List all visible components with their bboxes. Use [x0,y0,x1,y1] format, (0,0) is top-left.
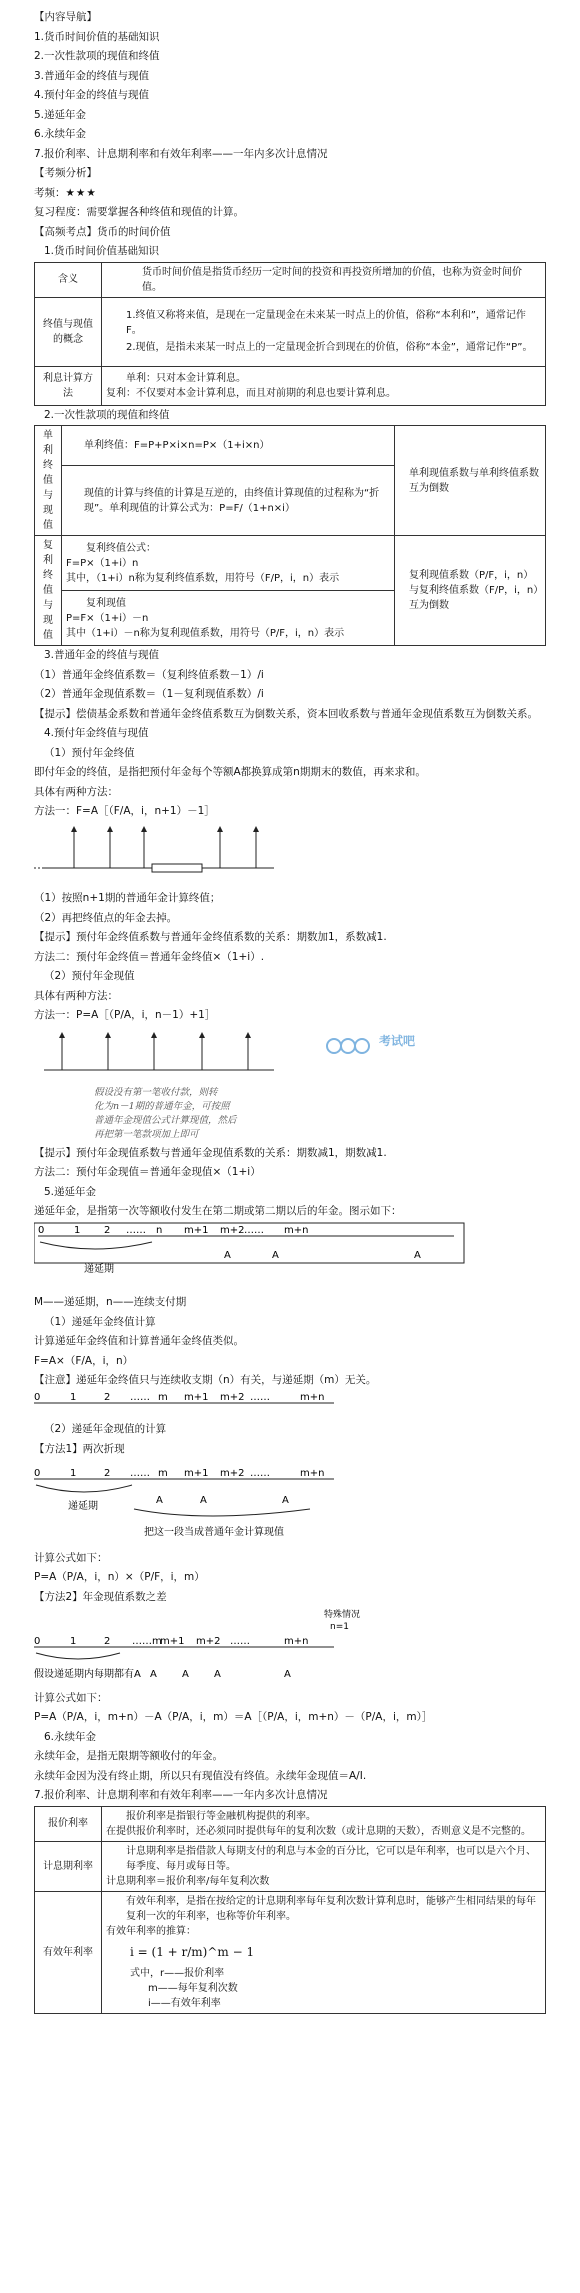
axis-tick-label: …… [130,1468,150,1479]
focus-line [34,223,546,243]
row-head: 含义 [35,262,102,297]
handwritten-line: 普通年金现值公式计算现值，然后 [94,1114,237,1126]
axis-tick-label: …… [126,1224,146,1236]
star-rating: ★★★ [65,186,97,199]
axis-tick-label: …… [250,1391,270,1403]
nav-item: 5.递延年金 [34,108,87,121]
axis-tick-label: 1 [70,1636,77,1647]
section-5-title: 5.递延年金 [44,1185,97,1198]
nav-item: 2.一次性款项的现值和终值 [34,50,160,62]
annuity-a: A [224,1249,231,1261]
nav-list [34,28,546,165]
row-body [102,366,546,405]
deferred-timeline-2 [34,1459,546,1541]
simple-pv-text: 现值的计算与终值的计算是互逆的，由终值计算现值的过程称为“折现”。单利现值的计算公式为：P=F/（1+n×i） [62,466,395,536]
section-1-title: 1.货币时间价值基础知识 [44,245,160,257]
site-watermark: 考试吧 [379,1033,416,1048]
simple-interest: 单利：只对本金计算利息。 [126,372,246,384]
var-i: i——有效年利率 [148,1997,221,2009]
axis-tick-label: …… [244,1224,264,1236]
simple-note: 单利现值系数与单利终值系数互为倒数 [395,426,546,536]
basics-table [34,262,546,406]
axis-tick-label: m+n [284,1224,309,1236]
row-head: 有效年利率 [35,1891,102,2013]
method-1-title: 【方法1】两次折现 [34,1442,125,1455]
simple-fv-formula: 单利终值：F=P+P×i×n=P×（1+i×n） [62,426,395,466]
prepaid-fv-tip: 【提示】预付年金终值系数与普通年金终值系数的关系：期数加1，系数减1. [34,931,387,943]
special-case-n: n=1 [330,1622,349,1632]
review-level: 复习程度：需要掌握各种终值和现值的计算。 [34,206,244,218]
formula-intro-2: 计算公式如下： [34,1691,108,1704]
exam-frequency [34,184,546,204]
compound-fv-label: 复利终值公式： [86,542,156,554]
axis-tick-label: 0 [34,1636,41,1647]
axis-tick-label: m+2 [220,1391,245,1403]
var-m: m——每年复利次数 [148,1982,238,1994]
lump-sum-table [34,425,546,646]
focus-title: 【高频考点】 [34,225,97,238]
section-4-title: 4.预付年金终值与现值 [44,727,149,739]
quoted-rate-note: 在提供报价利率时，还必须同时提供每年的复利次数（或计息期的天数），否则意义是不完整的。 [106,1825,531,1837]
annuity-a: A [150,1669,157,1680]
axis-tick-label: m+1 [160,1636,185,1647]
section-7-title: 7.报价利率、计息期利率和有效年利率——一年内多次计息情况 [34,1789,328,1801]
special-case-label: 特殊情况 [324,1610,361,1620]
deferral-label: 递延期 [84,1263,114,1275]
row-head: 报价利率 [35,1806,102,1841]
nav-item: 1.货币时间价值的基础知识 [34,30,160,43]
compound-pv-factor: 其中（1+i）－n称为复利现值系数，用符号（P/F，i，n）表示 [66,627,345,639]
axis-tick-label: …… [230,1636,250,1647]
axis-tick-label: 1 [70,1391,77,1403]
effective-rate-derivation: 有效年利率的推算： [106,1925,196,1937]
table-row [35,1806,546,1841]
row-head: 复利终值与现值 [35,536,62,646]
axis-tick-label: m [158,1468,168,1479]
deferred-fv-note: 【注意】递延年金终值只与连续收支期（n）有关，与递延期（m）无关。 [34,1374,377,1386]
prepaid-fv-def: 即付年金的终值，是指把预付年金每个等额A都换算成第n期期末的数值，再来求和。 [34,766,426,778]
nav-item: 4.预付年金的终值与现值 [34,89,150,101]
row-head: 计息期利率 [35,1841,102,1891]
effective-rate-formula: i = (1 + r/m)^m − 1 [130,1944,255,1959]
table-row [35,1841,546,1891]
method-2-title: 【方法2】年金现值系数之差 [34,1590,167,1603]
axis-tick-label: n [156,1224,163,1236]
axis-tick-label: 0 [34,1468,41,1479]
axis-tick-label: m+2 [220,1468,245,1479]
two-methods-label: 具体有两种方法： [34,785,118,798]
axis-tick-label: m+1 [184,1391,209,1403]
two-methods-label-2: 具体有两种方法： [34,989,118,1002]
prepaid-fv-timeline [34,822,546,882]
axis-tick-label: m+2 [196,1636,221,1647]
axis-tick-label: 0 [34,1391,41,1403]
annuity-a: A [214,1669,221,1680]
perpetuity-pv: 永续年金因为没有终止期，所以只有现值没有终值。永续年金现值＝A/I. [34,1769,367,1782]
deferred-fv-subtitle: （1）递延年金终值计算 [44,1315,156,1328]
axis-tick-label: m+n [300,1391,325,1403]
compound-fv-cell [62,536,395,591]
step-2: （2）再把终值点的年金去掉。 [34,911,178,924]
axis-tick-label: m+n [300,1468,325,1479]
row-head: 利息计算方法 [35,366,102,405]
freq-label: 考频： [34,186,66,199]
axis-tick-label: ……m [132,1636,162,1647]
deferred-fv-text: 计算递延年金终值和计算普通年金终值类似。 [34,1335,244,1347]
axis-tick-label: 2 [104,1636,111,1647]
var-r: 式中，r——报价利率 [130,1967,225,1979]
prepaid-pv-tip: 【提示】预付年金现值系数与普通年金现值系数的关系：期数减1，期数减1. [34,1146,387,1159]
prepaid-fv-method-2: 方法二：预付年金终值＝普通年金终值×（1+i）. [34,950,265,963]
section-6-title: 6.永续年金 [44,1730,97,1743]
nav-item: 3.普通年金的终值与现值 [34,69,150,82]
handwritten-line: 化为n－1期的普通年金，可按照 [94,1100,230,1112]
section-2-title: 2.一次性款项的现值和终值 [44,408,170,421]
axis-tick-label: 2 [104,1468,111,1479]
quoted-rate-def: 报价利率是指银行等金融机构提供的利率。 [126,1810,316,1822]
table-row [35,536,546,591]
row-body [102,1806,546,1841]
annuity-a: A [156,1495,163,1506]
nav-title: 【内容导航】 [34,11,97,23]
rates-table [34,1806,546,2014]
compound-pv-cell [62,591,395,646]
compound-note: 复利现值系数（P/F，i，n）与复利终值系数（F/P，i，n）互为倒数 [395,536,546,646]
present-value-def: 2.现值，是指未来某一时点上的一定量现金折合到现在的价值，俗称“本金”，通常记作“P”。 [126,342,533,353]
table-row [35,297,546,366]
deferred-def: 递延年金，是指第一次等额收付发生在第二期或第二期以后的年金。图示如下： [34,1205,402,1217]
period-rate-def: 计息期利率是指借款人每期支付的利息与本金的百分比，它可以是年利率，也可以是六个月、每季度、每月或每日等。 [126,1845,536,1872]
axis-tick-label: 2 [104,1391,111,1403]
annuity-a: A [414,1249,421,1261]
prepaid-pv-subtitle: （2）预付年金现值 [44,970,135,982]
focus-text: 货币的时间价值 [97,225,171,238]
axis-tick-label: 0 [38,1224,45,1236]
future-value-def: 1.终值又称将来值，是现在一定量现金在未来某一时点上的价值，俗称“本利和”，通常记作F。 [126,310,526,336]
deferred-pv-formula-2: P=A（P/A，i，m+n）－A（P/A，i，m）＝A［（P/A，i，m+n）－（P/A，i，m）］ [34,1711,433,1723]
nav-item: 6.永续年金 [34,128,87,140]
section-3-tip: 【提示】偿债基金系数和普通年金终值系数互为倒数关系，资本回收系数与普通年金现值系数互为倒数关系。 [34,707,538,720]
prepaid-pv-method-2: 方法二：预付年金现值＝普通年金现值×（1+i） [34,1166,261,1178]
prepaid-fv-subtitle: （1）预付年金终值 [44,746,135,759]
prepaid-pv-method-1: 方法一：P=A［（P/A，i，n－1）+1］ [34,1009,216,1021]
table-row [35,366,546,405]
deferred-timeline-mini [34,1391,546,1413]
axis-tick-label: 1 [70,1468,77,1479]
section-3-title: 3.普通年金的终值与现值 [44,649,160,661]
row-head: 单利终值与现值 [35,426,62,536]
axis-tick-label: m+1 [184,1468,209,1479]
deferred-legend: M——递延期，n——连续支付期 [34,1296,187,1308]
axis-tick-label: …… [130,1391,150,1403]
period-rate-formula: 计息期利率＝报价利率/每年复利次数 [106,1875,270,1887]
deferred-timeline-1 [34,1222,546,1286]
perpetuity-def: 永续年金，是指无限期等额收付的年金。 [34,1750,223,1762]
compound-interest: 复利：不仅要对本金计算利息，而且对前期的利息也要计算利息。 [106,387,396,399]
compound-fv-formula: F=P×（1+i）n [66,557,139,569]
annuity-pv-factor: （2）普通年金现值系数＝（1－复利现值系数）/i [34,688,264,700]
row-body [102,1891,546,2013]
axis-tick-label: …… [250,1468,270,1479]
annuity-a: A [284,1669,291,1680]
annuity-fv-factor: （1）普通年金终值系数＝（复利终值系数－1）/i [34,668,264,681]
deferral-label: 递延期 [68,1501,98,1512]
table-row [35,262,546,297]
prepaid-fv-method-1: 方法一：F=A［（F/A，i，n+1）－1］ [34,805,215,817]
axis-tick-label: m+1 [184,1224,209,1236]
deferred-pv-formula-1: P=A（P/A，i，n）×（P/F，i，m） [34,1571,205,1583]
assume-caption: 假设递延期内每期都有A [34,1669,141,1680]
annuity-a: A [182,1669,189,1680]
row-body [102,297,546,366]
prepaid-pv-timeline [34,1026,546,1082]
annuity-a: A [282,1495,289,1506]
deferred-pv-subtitle: （2）递延年金现值的计算 [44,1423,167,1435]
compound-pv-formula: P=F×（1+i）－n [66,612,149,624]
table-row [35,426,546,466]
axis-tick-label: m+2 [220,1224,245,1236]
axis-tick-label: 2 [104,1224,111,1236]
analysis-title: 【考频分析】 [34,167,97,179]
axis-tick-label: m [158,1391,168,1403]
row-head: 终值与现值的概念 [35,297,102,366]
annuity-a: A [272,1249,279,1261]
handwritten-line: 假设没有第一笔收付款，则转 [94,1086,218,1098]
row-body: 货币时间价值是指货币经历一定时间的投资和再投资所增加的价值，也称为资金时间价值。 [102,262,546,297]
table-row [35,1891,546,2013]
effective-rate-def: 有效年利率，是指在按给定的计息期利率每年复利次数计算利息时，能够产生相同结果的每年复利一次的年利率，也称等价年利率。 [126,1895,536,1922]
deferred-timeline-3 [34,1607,546,1681]
nav-item: 7.报价利率、计息期利率和有效年利率——一年内多次计息情况 [34,147,328,160]
pv-caption: 把这一段当成普通年金计算现值 [144,1527,284,1538]
step-1: （1）按照n+1期的普通年金计算终值； [34,892,221,904]
row-body [102,1841,546,1891]
prepaid-pv-figure [34,1026,546,1144]
deferred-fv-formula: F=A×（F/A，i，n） [34,1354,134,1367]
axis-tick-label: m+n [284,1636,309,1647]
formula-intro: 计算公式如下： [34,1551,108,1564]
compound-fv-factor: 其中，（1+i）n称为复利终值系数，用符号（F/P，i，n）表示 [66,572,340,584]
compound-pv-label: 复利现值 [86,597,126,609]
annuity-a: A [200,1495,207,1506]
axis-tick-label: 1 [74,1224,81,1236]
handwritten-note [94,1086,334,1142]
handwritten-line: 再把第一笔款项加上即可 [94,1128,199,1140]
